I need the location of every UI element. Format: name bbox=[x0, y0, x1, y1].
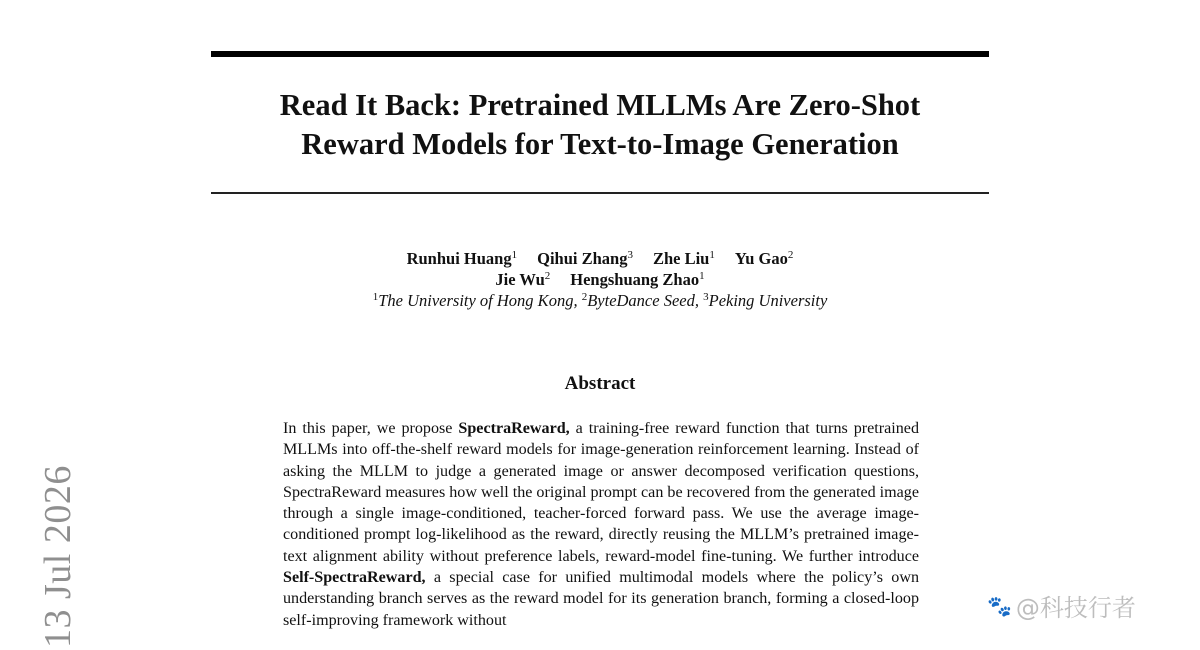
author-row-2 bbox=[211, 269, 989, 290]
author-row-1 bbox=[211, 248, 989, 269]
title-line-2: Reward Models for Text-to-Image Generation bbox=[301, 127, 899, 161]
title-line-1: Read It Back: Pretrained MLLMs Are Zero-Shot bbox=[279, 88, 921, 122]
author: Runhui Huang$^1$ bbox=[406, 249, 518, 268]
watermark bbox=[987, 588, 1136, 623]
paw-icon: 🐾 bbox=[987, 593, 1012, 618]
title-rule bbox=[211, 192, 989, 194]
top-rule bbox=[211, 51, 989, 57]
author: Qihui Zhang$^3$ bbox=[537, 249, 633, 268]
author-block bbox=[211, 248, 989, 311]
affiliations: $^1$The University of Hong Kong, $^2$ByteDance Seed, $^3$Peking University bbox=[372, 291, 828, 310]
author: Zhe Liu$^1$ bbox=[652, 249, 715, 268]
abstract-text: In this paper, we propose SpectraReward, a training-free reward function that turns pretrained MLLMs into off-the-shelf reward models for image-generation reinforcement learning. Instead of asking the MLLM to judge a generated image or answer decomposed verification questions, SpectraReward measures how well the original prompt can be recovered from the generated image through a single image-conditioned, teacher-forced forward pass. We use the average image-conditioned prompt log-likelihood as the reward, directly reusing the MLLM’s pretrained image-text alignment ability without preference labels, reward-model fine-tuning. We further introduce Self-SpectraReward, a special case for unified multimodal models where the policy’s own understanding branch serves as the reward model for its generation branch, forming a closed-loop self-improving framework without bbox=[283, 420, 919, 629]
affiliation: ByteDance Seed, bbox=[587, 291, 699, 310]
affiliation: The University of Hong Kong, bbox=[378, 291, 578, 310]
method-name: Self-SpectraReward, bbox=[283, 569, 426, 587]
method-name: SpectraReward, bbox=[458, 420, 570, 437]
affiliation: Peking University bbox=[708, 291, 828, 310]
abstract-heading: Abstract bbox=[564, 373, 636, 394]
watermark-text: @科技行者 bbox=[1015, 594, 1136, 622]
author: Yu Gao$^2$ bbox=[734, 249, 794, 268]
author: Jie Wu$^2$ bbox=[495, 270, 551, 289]
author: Hengshuang Zhao$^1$ bbox=[570, 270, 705, 289]
arxiv-date-stamp: 13 Jul 2026 bbox=[37, 465, 79, 648]
paper-title bbox=[211, 86, 989, 164]
